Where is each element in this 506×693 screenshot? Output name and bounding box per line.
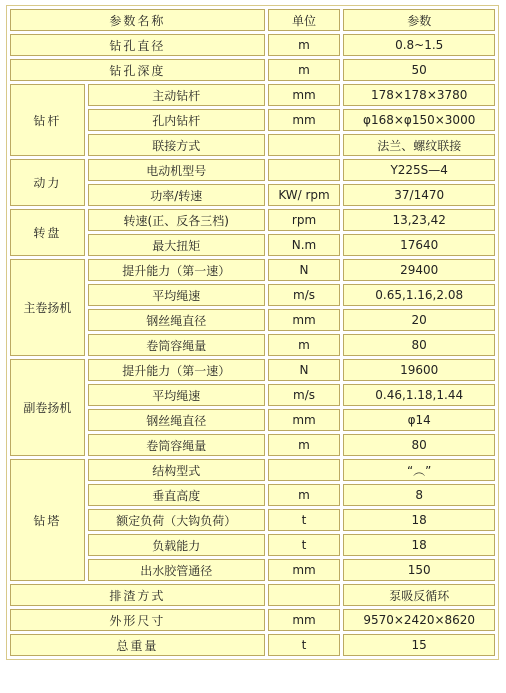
row-unit: N xyxy=(268,259,341,281)
row-value: 19600 xyxy=(343,359,495,381)
drill-diameter-label: 钻孔直径 xyxy=(10,34,265,56)
table-row xyxy=(10,59,495,81)
row-unit: mm xyxy=(268,84,341,106)
total-weight-label: 总重量 xyxy=(10,634,265,656)
row-value: 150 xyxy=(343,559,495,581)
row-name: 出水胶管通径 xyxy=(88,559,265,581)
row-unit: N xyxy=(268,359,341,381)
drill-depth-value: 50 xyxy=(343,59,495,81)
table-row xyxy=(10,459,495,481)
dimensions-label: 外形尺寸 xyxy=(10,609,265,631)
row-unit: m/s xyxy=(268,284,341,306)
table-row xyxy=(10,584,495,606)
row-unit xyxy=(268,159,341,181)
row-name: 负载能力 xyxy=(88,534,265,556)
row-value: 8 xyxy=(343,484,495,506)
row-name: 功率/转速 xyxy=(88,184,265,206)
dimensions-value: 9570×2420×8620 xyxy=(343,609,495,631)
row-unit: rpm xyxy=(268,209,341,231)
row-value: 178×178×3780 xyxy=(343,84,495,106)
row-value: 13,23,42 xyxy=(343,209,495,231)
row-unit: mm xyxy=(268,309,341,331)
row-value: 0.65,1.16,2.08 xyxy=(343,284,495,306)
slag-discharge-value: 泵吸反循环 xyxy=(343,584,495,606)
slag-discharge-label: 排渣方式 xyxy=(10,584,265,606)
row-name: 钢丝绳直径 xyxy=(88,409,265,431)
power-category: 动力 xyxy=(10,159,85,206)
row-unit: m xyxy=(268,334,341,356)
row-name: 平均绳速 xyxy=(88,384,265,406)
slag-discharge-unit xyxy=(268,584,341,606)
row-name: 结构型式 xyxy=(88,459,265,481)
row-value: 29400 xyxy=(343,259,495,281)
header-unit: 单位 xyxy=(268,9,341,31)
drill-rod-category: 钻杆 xyxy=(10,84,85,156)
table-row xyxy=(10,259,495,281)
row-unit: t xyxy=(268,509,341,531)
row-value: 0.46,1.18,1.44 xyxy=(343,384,495,406)
row-value: 法兰、螺纹联接 xyxy=(343,134,495,156)
drill-diameter-value: 0.8~1.5 xyxy=(343,34,495,56)
spec-table xyxy=(6,5,499,660)
row-unit: mm xyxy=(268,559,341,581)
row-unit: KW/ rpm xyxy=(268,184,341,206)
row-name: 最大扭矩 xyxy=(88,234,265,256)
row-value: φ168×φ150×3000 xyxy=(343,109,495,131)
row-name: 主动钻杆 xyxy=(88,84,265,106)
row-unit: m/s xyxy=(268,384,341,406)
row-name: 卷筒容绳量 xyxy=(88,434,265,456)
table-row xyxy=(10,609,495,631)
table-row xyxy=(10,209,495,231)
row-name: 卷筒容绳量 xyxy=(88,334,265,356)
table-row xyxy=(10,359,495,381)
row-name: 垂直高度 xyxy=(88,484,265,506)
row-name: 平均绳速 xyxy=(88,284,265,306)
row-value: 80 xyxy=(343,434,495,456)
row-unit: m xyxy=(268,434,341,456)
row-name: 提升能力（第一速） xyxy=(88,259,265,281)
row-unit xyxy=(268,134,341,156)
header-row xyxy=(10,9,495,31)
row-unit: mm xyxy=(268,109,341,131)
total-weight-value: 15 xyxy=(343,634,495,656)
row-unit: t xyxy=(268,534,341,556)
table-row xyxy=(10,159,495,181)
row-value: 18 xyxy=(343,509,495,531)
row-name: 额定负荷（大钩负荷） xyxy=(88,509,265,531)
drill-diameter-unit: m xyxy=(268,34,341,56)
header-param-name: 参数名称 xyxy=(10,9,265,31)
table-row xyxy=(10,84,495,106)
row-name: 提升能力（第一速） xyxy=(88,359,265,381)
row-value: 37/1470 xyxy=(343,184,495,206)
row-name: 电动机型号 xyxy=(88,159,265,181)
row-unit xyxy=(268,459,341,481)
row-value: 80 xyxy=(343,334,495,356)
row-value: φ14 xyxy=(343,409,495,431)
row-value: 17640 xyxy=(343,234,495,256)
row-name: 钢丝绳直径 xyxy=(88,309,265,331)
header-value: 参数 xyxy=(343,9,495,31)
row-name: 转速(正、反各三档) xyxy=(88,209,265,231)
table-row xyxy=(10,34,495,56)
row-unit: N.m xyxy=(268,234,341,256)
row-value: 18 xyxy=(343,534,495,556)
turntable-category: 转盘 xyxy=(10,209,85,256)
total-weight-unit: t xyxy=(268,634,341,656)
row-unit: m xyxy=(268,484,341,506)
drill-depth-label: 钻孔深度 xyxy=(10,59,265,81)
row-unit: mm xyxy=(268,409,341,431)
drill-depth-unit: m xyxy=(268,59,341,81)
row-name: 联接方式 xyxy=(88,134,265,156)
row-value: Y225S—4 xyxy=(343,159,495,181)
main-winch-category: 主卷扬机 xyxy=(10,259,85,356)
dimensions-unit: mm xyxy=(268,609,341,631)
row-value: 20 xyxy=(343,309,495,331)
row-name: 孔内钻杆 xyxy=(88,109,265,131)
table-row xyxy=(10,634,495,656)
row-value: “︵” xyxy=(343,459,495,481)
tower-category: 钻塔 xyxy=(10,459,85,581)
aux-winch-category: 副卷扬机 xyxy=(10,359,85,456)
